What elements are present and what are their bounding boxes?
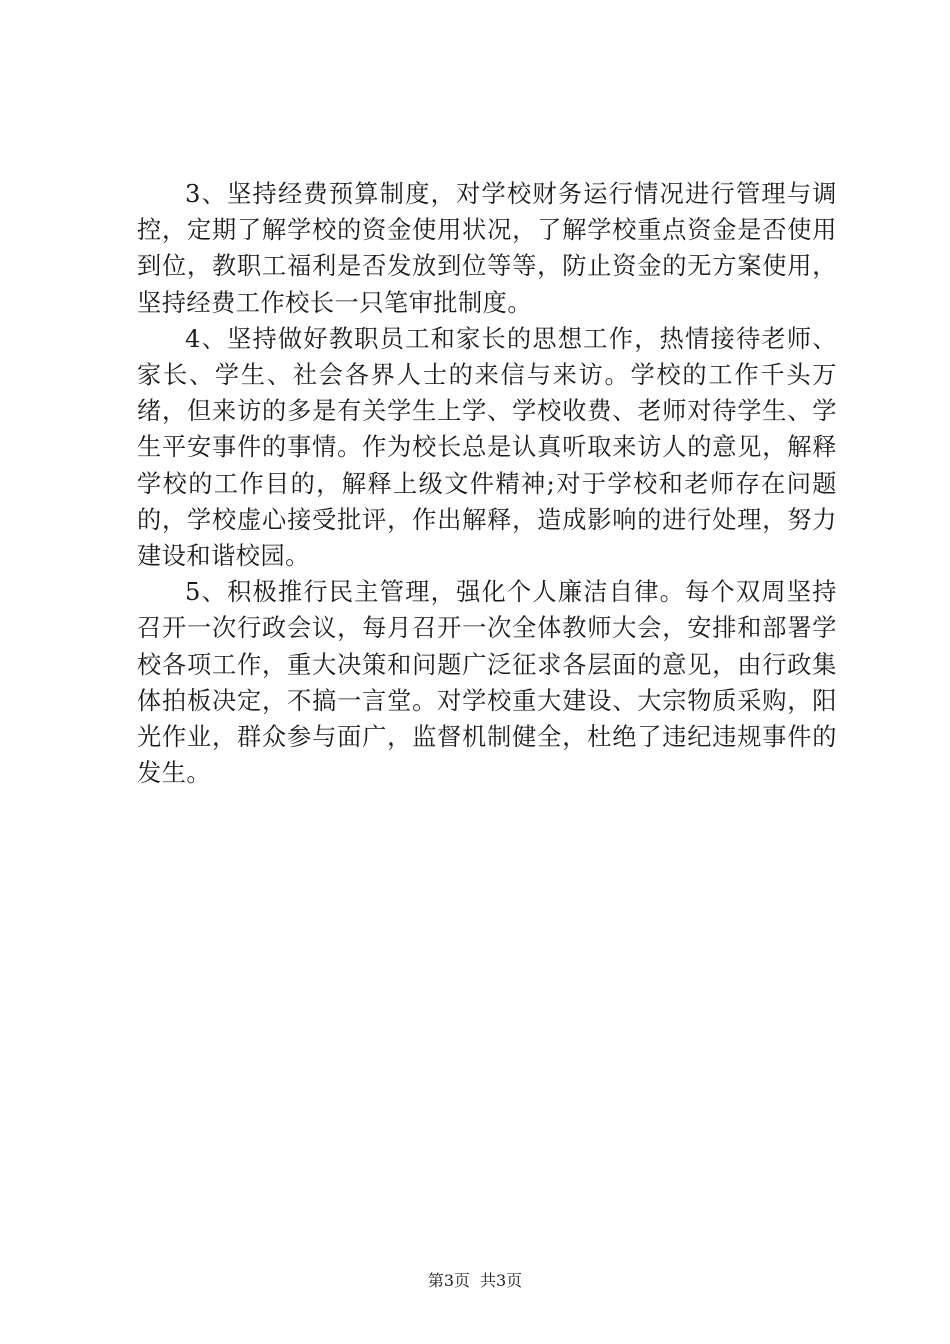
page-number: 第3页	[427, 1271, 470, 1290]
document-body	[137, 176, 837, 791]
page-total: 共3页	[480, 1271, 523, 1290]
paragraph-item-5: 5、积极推行民主管理，强化个人廉洁自律。每个双周坚持召开一次行政会议，每月召开一次全体教师大会，安排和部署学校各项工作，重大决策和问题广泛征求各层面的意见，由行政集体拍板决定，不搞一言堂。对学校重大建设、大宗物质采购，阳光作业，群众参与面广，监督机制健全，杜绝了违纪违规事件的发生。	[137, 578, 837, 788]
paragraph-item-3: 3、坚持经费预算制度，对学校财务运行情况进行管理与调控，定期了解学校的资金使用状况，了解学校重点资金是否使用到位，教职工福利是否发放到位等等，防止资金的无方案使用，坚持经费工作校长一只笔审批制度。	[137, 180, 837, 317]
paragraph-item-4: 4、坚持做好教职员工和家长的思想工作，热情接待老师、家长、学生、社会各界人士的来信与来访。学校的工作千头万绪，但来访的多是有关学生上学、学校收费、老师对待学生、学生平安事件的事情。作为校长总是认真听取来访人的意见，解释学校的工作目的，解释上级文件精神;对于学校和老师存在问题的，学校虚心接受批评，作出解释，造成影响的进行处理，努力建设和谐校园。	[137, 324, 837, 571]
page-footer	[0, 1271, 950, 1291]
